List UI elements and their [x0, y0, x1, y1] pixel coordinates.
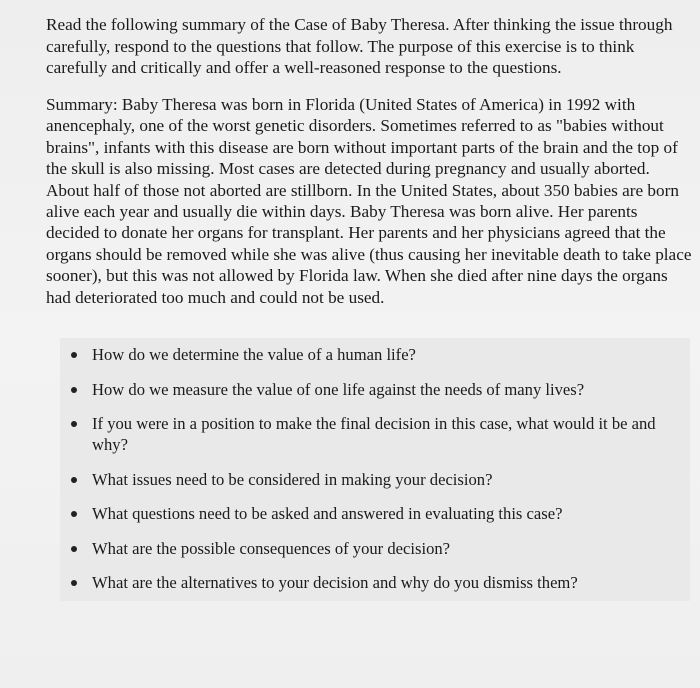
bullet-icon — [71, 580, 77, 586]
question-text: What are the possible consequences of your decision? — [92, 538, 451, 558]
question-item — [60, 344, 690, 365]
bullet-icon — [71, 421, 77, 427]
question-text: If you were in a position to make the final decision in this case, what would it be and why? — [92, 414, 656, 454]
question-text: What questions need to be asked and answered in evaluating this case? — [92, 504, 563, 523]
question-text: How do we determine the value of a human life? — [92, 345, 416, 364]
question-text: What are the alternatives to your decision and why do you dismiss them? — [92, 573, 578, 592]
question-text: What issues need to be considered in making your decision? — [92, 469, 493, 489]
question-item — [60, 538, 690, 559]
question-item — [60, 503, 690, 524]
bullet-icon — [71, 477, 77, 483]
question-item — [60, 572, 690, 593]
bullet-icon — [71, 511, 77, 517]
question-item — [60, 379, 690, 400]
bullet-icon — [71, 352, 77, 358]
intro-paragraph: Read the following summary of the Case of Baby Theresa. After thinking the issue through carefully, respond to the questions that follow. The purpose of this exercise is to think carefully and critically and offer a well-reasoned response to the questions. — [46, 15, 673, 77]
bullet-icon — [71, 546, 77, 552]
summary-paragraph: Summary: Baby Theresa was born in Florida (United States of America) in 1992 with anencephaly, one of the worst genetic disorders. Sometimes referred to as "babies without brains", infants with this disease are born without important parts of the brain and the top of the skull is also missing. Most cases are detected during pregnancy and usually aborted. About half of those not aborted are stillborn. In the United States, about 350 babies are born alive each year and usually die within days. Baby Theresa was born alive. Her parents decided to donate her organs for transplant. Her parents and her physicians agreed that the organs should be removed while she was alive (thus causing her inevitable death to take place sooner), but this was not allowed by Florida law. When she died after nine days the organs had deteriorated too much and could not be used. — [46, 95, 692, 307]
question-item — [60, 469, 690, 490]
question-item — [60, 413, 690, 455]
question-text: How do we measure the value of one life against the needs of many lives? — [92, 379, 585, 399]
bullet-icon — [71, 387, 77, 393]
question-list — [60, 338, 690, 601]
